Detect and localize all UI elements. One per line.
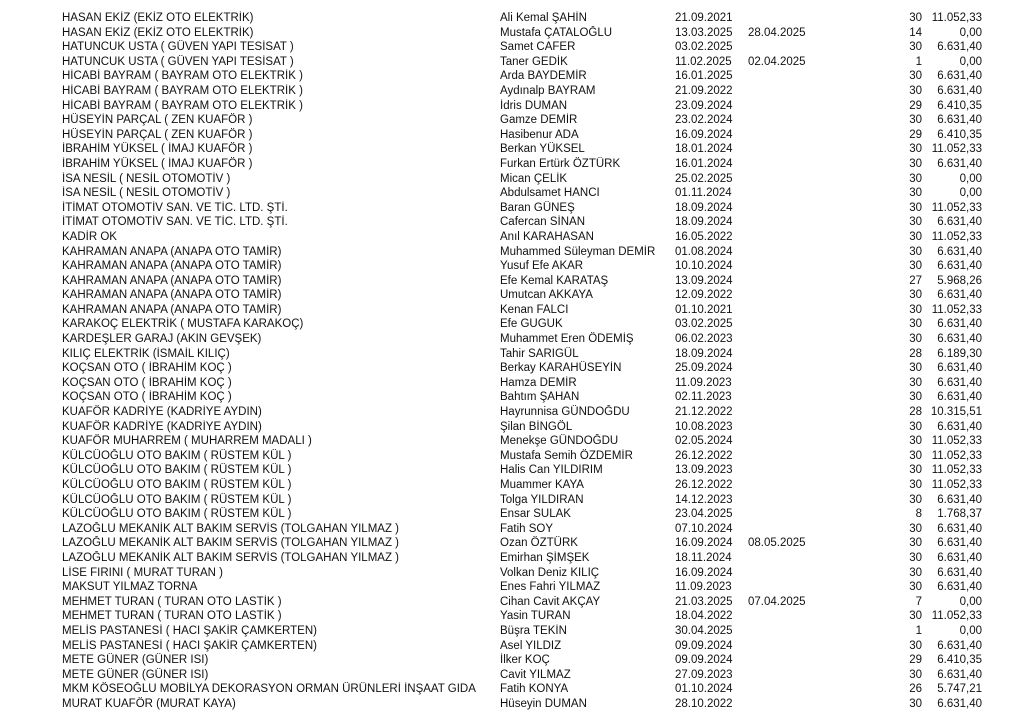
employee-cell: Hayrunnisa GÜNDOĞDU — [500, 406, 630, 419]
start-cell: 21.12.2022 — [675, 406, 733, 419]
table-row — [62, 390, 982, 405]
days-cell: 30 — [909, 41, 922, 54]
days-cell: 28 — [909, 347, 922, 360]
employer-cell: İBRAHİM YÜKSEL ( İMAJ KUAFÖR ) — [62, 143, 253, 156]
employee-cell: Cihan Cavit AKÇAY — [500, 595, 601, 608]
start-cell: 06.02.2023 — [675, 333, 733, 346]
table-row — [62, 317, 982, 332]
employee-cell: Menekşe GÜNDOĞDU — [500, 435, 619, 448]
amount-cell: 6.631,40 — [937, 537, 982, 550]
days-cell: 30 — [909, 143, 922, 156]
amount-cell: 0,00 — [959, 55, 982, 68]
start-cell: 23.04.2025 — [675, 508, 733, 521]
days-cell: 30 — [909, 172, 922, 185]
amount-cell: 6.631,40 — [937, 566, 982, 579]
days-cell: 30 — [909, 201, 922, 214]
employee-cell: Büşra TEKİN — [500, 624, 567, 637]
employer-cell: İTİMAT OTOMOTİV SAN. VE TİC. LTD. ŞTİ. — [62, 216, 288, 229]
days-cell: 27 — [909, 274, 922, 287]
employee-cell: Anıl KARAHASAN — [500, 230, 594, 243]
days-cell: 30 — [909, 157, 922, 170]
amount-cell: 6.631,40 — [937, 522, 982, 535]
employer-cell: İTİMAT OTOMOTİV SAN. VE TİC. LTD. ŞTİ. — [62, 201, 288, 214]
days-cell: 30 — [909, 435, 922, 448]
start-cell: 18.09.2024 — [675, 216, 733, 229]
table-row — [62, 274, 982, 289]
employee-cell: Ozan ÖZTÜRK — [500, 537, 578, 550]
employer-cell: MAKSUT YILMAZ TORNA — [62, 581, 198, 594]
employee-cell: Hamza DEMİR — [500, 376, 577, 389]
start-cell: 28.10.2022 — [675, 697, 733, 710]
employer-cell: LAZOĞLU MEKANİK ALT BAKIM SERVİS (TOLGAHAN YILMAZ ) — [62, 537, 400, 550]
start-cell: 16.09.2024 — [675, 128, 733, 141]
table-row — [62, 99, 982, 114]
table-row — [62, 697, 982, 712]
employer-cell: KUAFÖR KADRİYE (KADRİYE AYDIN) — [62, 420, 262, 433]
amount-cell: 6.631,40 — [937, 376, 982, 389]
end-cell: 02.04.2025 — [748, 55, 806, 68]
employer-cell: HATUNCUK USTA ( GÜVEN YAPI TESİSAT ) — [62, 55, 294, 68]
days-cell: 30 — [909, 318, 922, 331]
days-cell: 30 — [909, 376, 922, 389]
start-cell: 16.09.2024 — [675, 566, 733, 579]
employer-cell: MELİS PASTANESİ ( HACI ŞAKİR ÇAMKERTEN) — [62, 639, 317, 652]
start-cell: 21.03.2025 — [675, 595, 733, 608]
table-row — [62, 113, 982, 128]
employer-cell: KADİR OK — [62, 230, 117, 243]
start-cell: 02.05.2024 — [675, 435, 733, 448]
table-row — [62, 522, 982, 537]
amount-cell: 0,00 — [959, 187, 982, 200]
employer-cell: KÜLCÜOĞLU OTO BAKIM ( RÜSTEM KÜL ) — [62, 493, 292, 506]
employee-cell: Fatih SOY — [500, 522, 554, 535]
days-cell: 30 — [909, 84, 922, 97]
table-row — [62, 420, 982, 435]
start-cell: 18.04.2022 — [675, 610, 733, 623]
days-cell: 8 — [915, 508, 922, 521]
days-cell: 30 — [909, 333, 922, 346]
start-cell: 11.09.2023 — [675, 376, 732, 389]
employer-cell: HİCABİ BAYRAM ( BAYRAM OTO ELEKTRİK ) — [62, 84, 303, 97]
days-cell: 30 — [909, 537, 922, 550]
table-row — [62, 303, 982, 318]
employer-cell: METE GÜNER (GÜNER ISI) — [62, 654, 209, 667]
employee-cell: Mican ÇELİK — [500, 172, 568, 185]
employer-cell: MELİS PASTANESİ ( HACI ŞAKİR ÇAMKERTEN) — [62, 624, 317, 637]
table-row — [62, 332, 982, 347]
start-cell: 21.09.2022 — [675, 84, 733, 97]
employee-cell: Tolga YILDIRAN — [500, 493, 584, 506]
start-cell: 18.09.2024 — [675, 347, 733, 360]
employee-cell: Tahir SARIGÜL — [500, 347, 579, 360]
amount-cell: 6.631,40 — [937, 639, 982, 652]
days-cell: 30 — [909, 551, 922, 564]
employee-cell: Berkay KARAHÜSEYİN — [500, 362, 622, 375]
start-cell: 11.02.2025 — [675, 55, 732, 68]
employee-cell: Muammer KAYA — [500, 479, 584, 491]
employer-cell: HASAN EKİZ (EKİZ OTO ELEKTRİK) — [62, 12, 254, 24]
employer-cell: KARDEŞLER GARAJ (AKIN GEVŞEK) — [62, 333, 262, 346]
employee-cell: Kenan FALCI — [500, 303, 569, 316]
employer-cell: HÜSEYİN PARÇAL ( ZEN KUAFÖR ) — [62, 114, 253, 127]
table-row — [62, 142, 982, 157]
table-row — [62, 172, 982, 187]
start-cell: 27.09.2023 — [675, 668, 733, 681]
start-cell: 26.12.2022 — [675, 449, 733, 462]
employer-cell: KAHRAMAN ANAPA (ANAPA OTO TAMİR) — [62, 303, 282, 316]
amount-cell: 5.747,21 — [937, 683, 982, 696]
employee-cell: Yusuf Efe AKAR — [500, 260, 584, 273]
start-cell: 16.01.2024 — [675, 157, 733, 170]
start-cell: 16.01.2025 — [675, 70, 733, 83]
table-row — [62, 186, 982, 201]
amount-cell: 6.410,35 — [937, 99, 982, 112]
start-cell: 09.09.2024 — [675, 654, 733, 667]
amount-cell: 6.631,40 — [937, 581, 982, 594]
days-cell: 30 — [909, 639, 922, 652]
start-cell: 01.10.2021 — [675, 303, 733, 316]
amount-cell: 6.631,40 — [937, 668, 982, 681]
days-cell: 1 — [915, 55, 922, 68]
employer-cell: İSA NESİL ( NESİL OTOMOTİV ) — [62, 187, 231, 200]
start-cell: 16.05.2022 — [675, 230, 733, 243]
days-cell: 30 — [909, 260, 922, 273]
employer-cell: LAZOĞLU MEKANİK ALT BAKIM SERVİS (TOLGAHAN YILMAZ ) — [62, 551, 400, 564]
employee-cell: Gamze DEMİR — [500, 114, 578, 127]
table-row — [62, 376, 982, 391]
amount-cell: 11.052,33 — [931, 464, 982, 477]
start-cell: 12.09.2022 — [675, 289, 733, 302]
table-row — [62, 536, 982, 551]
amount-cell: 6.631,40 — [937, 318, 982, 331]
employee-cell: Ali Kemal ŞAHİN — [500, 12, 587, 24]
employee-cell: Samet CAFER — [500, 41, 576, 54]
days-cell: 30 — [909, 70, 922, 83]
start-cell: 13.09.2024 — [675, 274, 733, 287]
amount-cell: 6.410,35 — [937, 128, 982, 141]
table-row — [62, 566, 982, 581]
employer-cell: KÜLCÜOĞLU OTO BAKIM ( RÜSTEM KÜL ) — [62, 479, 292, 491]
start-cell: 26.12.2022 — [675, 479, 733, 491]
amount-cell: 6.631,40 — [937, 114, 982, 127]
employer-cell: KÜLCÜOĞLU OTO BAKIM ( RÜSTEM KÜL ) — [62, 449, 292, 462]
employer-cell: KÜLCÜOĞLU OTO BAKIM ( RÜSTEM KÜL ) — [62, 464, 292, 477]
days-cell: 30 — [909, 464, 922, 477]
employee-cell: Cavit YILMAZ — [500, 668, 571, 681]
table-row — [62, 580, 982, 595]
amount-cell: 11.052,33 — [931, 610, 982, 623]
employer-cell: KARAKOÇ ELEKTRİK ( MUSTAFA KARAKOÇ) — [62, 318, 304, 331]
days-cell: 30 — [909, 566, 922, 579]
amount-cell: 10.315,51 — [930, 406, 982, 419]
employee-cell: Muhammet Eren ÖDEMİŞ — [500, 333, 634, 346]
start-cell: 02.11.2023 — [675, 391, 732, 404]
amount-cell: 6.631,40 — [937, 70, 982, 83]
table-row — [62, 405, 982, 420]
table-row — [62, 288, 982, 303]
days-cell: 30 — [909, 479, 922, 491]
employee-cell: Cafercan SİNAN — [500, 216, 586, 229]
employee-cell: Hasibenur ADA — [500, 128, 579, 141]
amount-cell: 11.052,33 — [931, 12, 982, 24]
employee-cell: Abdulsamet HANCI — [500, 187, 600, 200]
employee-cell: Halis Can YILDIRIM — [500, 464, 603, 477]
amount-cell: 11.052,33 — [931, 201, 982, 214]
employer-cell: HÜSEYİN PARÇAL ( ZEN KUAFÖR ) — [62, 128, 253, 141]
employer-cell: LAZOĞLU MEKANİK ALT BAKIM SERVİS (TOLGAHAN YILMAZ ) — [62, 522, 400, 535]
amount-cell: 11.052,33 — [931, 435, 982, 448]
employee-cell: Berkan YÜKSEL — [500, 143, 585, 156]
days-cell: 1 — [915, 624, 922, 637]
start-cell: 18.11.2024 — [675, 551, 732, 564]
days-cell: 30 — [909, 303, 922, 316]
amount-cell: 6.631,40 — [937, 697, 982, 710]
table-row — [62, 11, 982, 26]
employee-cell: Efe GUGUK — [500, 318, 563, 331]
amount-cell: 6.631,40 — [937, 260, 982, 273]
start-cell: 13.03.2025 — [675, 26, 733, 39]
days-cell: 30 — [909, 362, 922, 375]
start-cell: 23.09.2024 — [675, 99, 733, 112]
employer-cell: MKM KÖSEOĞLU MOBİLYA DEKORASYON ORMAN ÜRÜNLERİ İNŞAAT GIDA — [62, 683, 476, 696]
amount-cell: 11.052,33 — [931, 449, 982, 462]
amount-cell: 6.631,40 — [937, 333, 982, 346]
days-cell: 29 — [909, 99, 922, 112]
table-row — [62, 551, 982, 566]
start-cell: 21.09.2021 — [675, 12, 733, 24]
days-cell: 28 — [909, 406, 922, 419]
employer-cell: KOÇSAN OTO ( İBRAHİM KOÇ ) — [62, 376, 232, 389]
employee-cell: Efe Kemal KARATAŞ — [500, 274, 609, 287]
start-cell: 23.02.2024 — [675, 114, 733, 127]
employer-cell: KOÇSAN OTO ( İBRAHİM KOÇ ) — [62, 391, 232, 404]
employee-cell: İlker KOÇ — [500, 654, 550, 667]
employee-cell: Aydınalp BAYRAM — [500, 84, 596, 97]
amount-cell: 6.631,40 — [937, 420, 982, 433]
employer-cell: İSA NESİL ( NESİL OTOMOTİV ) — [62, 172, 231, 185]
employer-cell: KUAFÖR KADRİYE (KADRİYE AYDIN) — [62, 406, 262, 419]
days-cell: 30 — [909, 114, 922, 127]
table-row — [62, 26, 982, 41]
employee-cell: İdris DUMAN — [500, 99, 568, 112]
employee-cell: Yasin TURAN — [500, 610, 571, 623]
amount-cell: 6.631,40 — [937, 41, 982, 54]
days-cell: 14 — [909, 26, 922, 39]
days-cell: 30 — [909, 697, 922, 710]
employer-cell: MEHMET TURAN ( TURAN OTO LASTİK ) — [62, 595, 282, 608]
employer-cell: KAHRAMAN ANAPA (ANAPA OTO TAMİR) — [62, 245, 282, 258]
table-row — [62, 128, 982, 143]
days-cell: 30 — [909, 581, 922, 594]
table-row — [62, 668, 982, 683]
table-row — [62, 245, 982, 260]
employer-cell: HİCABİ BAYRAM ( BAYRAM OTO ELEKTRİK ) — [62, 70, 303, 83]
days-cell: 30 — [909, 391, 922, 404]
employee-cell: Mustafa ÇATALOĞLU — [500, 26, 613, 39]
amount-cell: 6.631,40 — [937, 391, 982, 404]
days-cell: 30 — [909, 449, 922, 462]
table-row — [62, 201, 982, 216]
table-row — [62, 69, 982, 84]
amount-cell: 6.631,40 — [937, 216, 982, 229]
table-row — [62, 230, 982, 245]
employee-cell: Taner GEDİK — [500, 55, 568, 68]
amount-cell: 5.968,26 — [937, 274, 982, 287]
amount-cell: 6.631,40 — [937, 157, 982, 170]
table-row — [62, 84, 982, 99]
table-row — [62, 55, 982, 70]
amount-cell: 6.631,40 — [937, 362, 982, 375]
amount-cell: 11.052,33 — [931, 303, 982, 316]
employer-cell: KILIÇ ELEKTRİK (İSMAİL KILIÇ) — [62, 347, 230, 360]
table-row — [62, 507, 982, 522]
start-cell: 09.09.2024 — [675, 639, 733, 652]
start-cell: 16.09.2024 — [675, 537, 733, 550]
employer-cell: HASAN EKİZ (EKİZ OTO ELEKTRİK) — [62, 26, 254, 39]
days-cell: 30 — [909, 522, 922, 535]
days-cell: 29 — [909, 128, 922, 141]
table-row — [62, 682, 982, 697]
days-cell: 7 — [915, 595, 922, 608]
employee-cell: Furkan Ertürk ÖZTÜRK — [500, 157, 621, 170]
start-cell: 07.10.2024 — [675, 522, 733, 535]
employee-cell: Bahtım ŞAHAN — [500, 391, 580, 404]
employer-cell: KAHRAMAN ANAPA (ANAPA OTO TAMİR) — [62, 260, 282, 273]
start-cell: 13.09.2023 — [675, 464, 733, 477]
table-row — [62, 361, 982, 376]
employee-cell: Asel YILDIZ — [500, 639, 562, 652]
employer-cell: KOÇSAN OTO ( İBRAHİM KOÇ ) — [62, 362, 232, 375]
employee-table — [62, 11, 982, 712]
table-row — [62, 259, 982, 274]
table-row — [62, 609, 982, 624]
table-row — [62, 434, 982, 449]
days-cell: 30 — [909, 245, 922, 258]
days-cell: 26 — [909, 683, 922, 696]
start-cell: 10.08.2023 — [675, 420, 733, 433]
employee-cell: Hüseyin DUMAN — [500, 697, 587, 710]
amount-cell: 11.052,33 — [931, 143, 982, 156]
table-row — [62, 478, 982, 493]
employer-cell: MURAT KUAFÖR (MURAT KAYA) — [62, 697, 236, 710]
start-cell: 25.02.2025 — [675, 172, 733, 185]
start-cell: 25.09.2024 — [675, 362, 733, 375]
days-cell: 30 — [909, 289, 922, 302]
employee-cell: Şilan BİNGÖL — [500, 420, 573, 433]
days-cell: 30 — [909, 610, 922, 623]
end-cell: 08.05.2025 — [748, 537, 806, 550]
days-cell: 30 — [909, 668, 922, 681]
employer-cell: İBRAHİM YÜKSEL ( İMAJ KUAFÖR ) — [62, 157, 253, 170]
employee-cell: Mustafa Semih ÖZDEMİR — [500, 449, 633, 462]
days-cell: 29 — [909, 654, 922, 667]
table-row — [62, 639, 982, 654]
table-row — [62, 463, 982, 478]
amount-cell: 6.410,35 — [937, 654, 982, 667]
amount-cell: 6.189,30 — [937, 347, 982, 360]
amount-cell: 6.631,40 — [937, 493, 982, 506]
employee-cell: Arda BAYDEMİR — [500, 70, 587, 83]
amount-cell: 11.052,33 — [931, 479, 982, 491]
start-cell: 18.01.2024 — [675, 143, 733, 156]
start-cell: 01.10.2024 — [675, 683, 733, 696]
employee-cell: Baran GÜNEŞ — [500, 201, 575, 214]
start-cell: 10.10.2024 — [675, 260, 733, 273]
amount-cell: 0,00 — [959, 595, 982, 608]
employee-cell: Enes Fahri YILMAZ — [500, 581, 601, 594]
start-cell: 14.12.2023 — [675, 493, 733, 506]
start-cell: 03.02.2025 — [675, 318, 733, 331]
employer-cell: MEHMET TURAN ( TURAN OTO LASTİK ) — [62, 610, 282, 623]
start-cell: 01.08.2024 — [675, 245, 733, 258]
days-cell: 30 — [909, 12, 922, 24]
table-row — [62, 624, 982, 639]
start-cell: 03.02.2025 — [675, 41, 733, 54]
days-cell: 30 — [909, 187, 922, 200]
employee-cell: Fatih KONYA — [500, 683, 569, 696]
employer-cell: METE GÜNER (GÜNER ISI) — [62, 668, 209, 681]
amount-cell: 0,00 — [959, 172, 982, 185]
start-cell: 18.09.2024 — [675, 201, 733, 214]
days-cell: 30 — [909, 493, 922, 506]
employer-cell: LİSE FIRINI ( MURAT TURAN ) — [62, 566, 224, 579]
end-cell: 28.04.2025 — [748, 26, 806, 39]
employer-cell: HATUNCUK USTA ( GÜVEN YAPI TESİSAT ) — [62, 41, 294, 54]
days-cell: 30 — [909, 216, 922, 229]
amount-cell: 6.631,40 — [937, 551, 982, 564]
table-row — [62, 215, 982, 230]
table-row — [62, 595, 982, 610]
employee-cell: Muhammed Süleyman DEMİR — [500, 245, 656, 258]
start-cell: 11.09.2023 — [675, 581, 732, 594]
amount-cell: 0,00 — [959, 624, 982, 637]
employee-cell: Umutcan AKKAYA — [500, 289, 593, 302]
start-cell: 01.11.2024 — [675, 187, 732, 200]
table-row — [62, 653, 982, 668]
employer-cell: HİCABİ BAYRAM ( BAYRAM OTO ELEKTRİK ) — [62, 99, 303, 112]
end-cell: 07.04.2025 — [748, 595, 806, 608]
days-cell: 30 — [909, 230, 922, 243]
amount-cell: 11.052,33 — [931, 230, 982, 243]
start-cell: 30.04.2025 — [675, 624, 733, 637]
table-row — [62, 493, 982, 508]
amount-cell: 6.631,40 — [937, 245, 982, 258]
amount-cell: 6.631,40 — [937, 84, 982, 97]
days-cell: 30 — [909, 420, 922, 433]
employee-cell: Ensar SULAK — [500, 508, 571, 521]
employee-cell: Emirhan ŞİMŞEK — [500, 551, 590, 564]
employer-cell: KÜLCÜOĞLU OTO BAKIM ( RÜSTEM KÜL ) — [62, 508, 292, 521]
amount-cell: 1.768,37 — [937, 508, 982, 521]
employer-cell: KUAFÖR MUHARREM ( MUHARREM MADALI ) — [62, 435, 312, 448]
table-row — [62, 347, 982, 362]
amount-cell: 0,00 — [959, 26, 982, 39]
table-row — [62, 157, 982, 172]
table-row — [62, 40, 982, 55]
amount-cell: 6.631,40 — [937, 289, 982, 302]
employee-cell: Volkan Deniz KILIÇ — [500, 566, 600, 579]
table-row — [62, 449, 982, 464]
employer-cell: KAHRAMAN ANAPA (ANAPA OTO TAMİR) — [62, 289, 282, 302]
employer-cell: KAHRAMAN ANAPA (ANAPA OTO TAMİR) — [62, 274, 282, 287]
